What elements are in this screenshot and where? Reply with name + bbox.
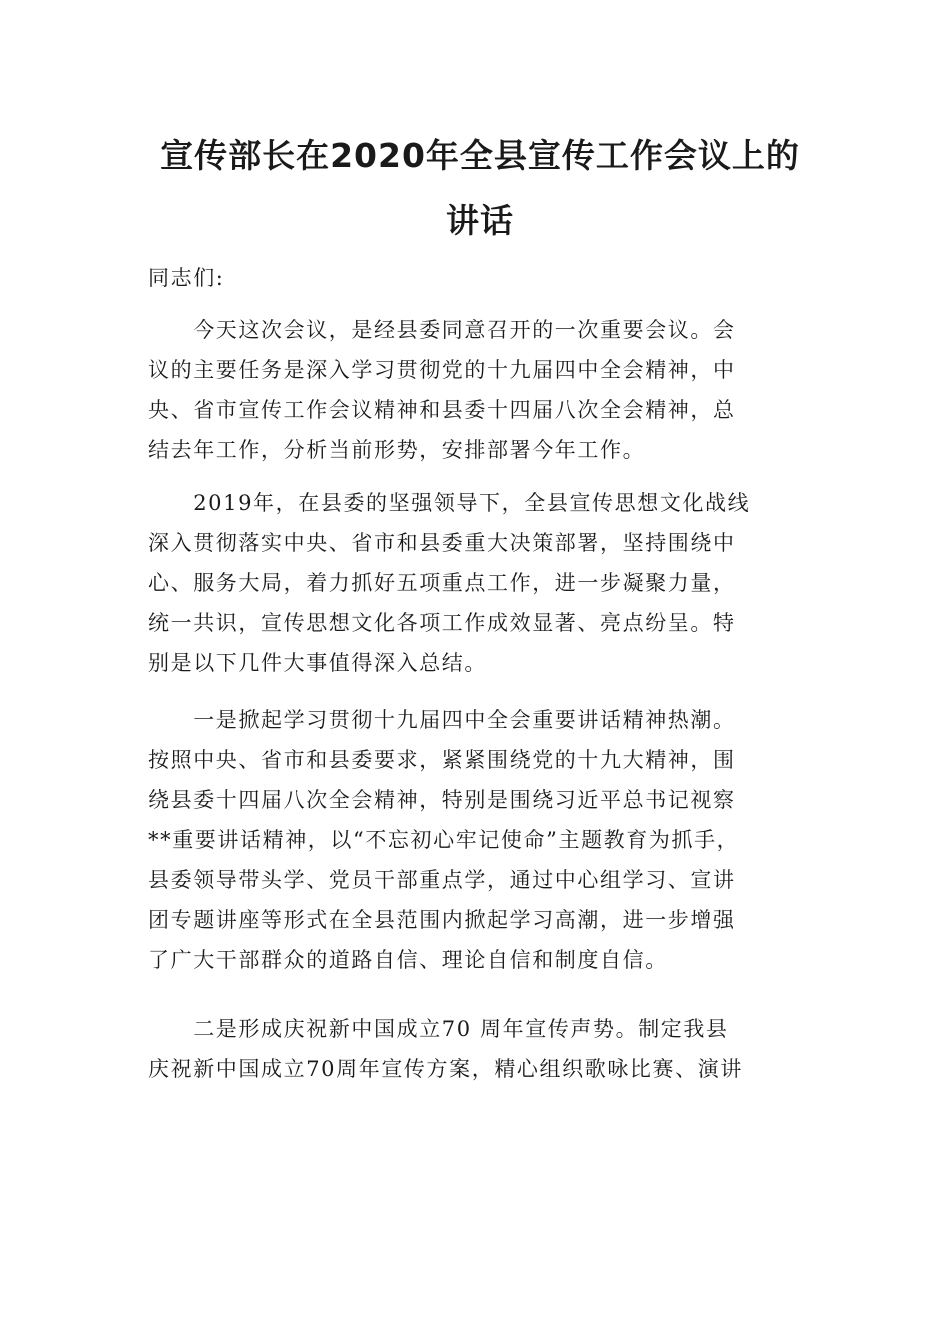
- salutation: [148, 258, 813, 298]
- paragraph-line: 今天这次会议，是经县委同意召开的一次重要会议。会: [148, 318, 736, 342]
- paragraph-line: 一是掀起学习贯彻十九届四中全会重要讲话精神热潮。: [148, 708, 736, 732]
- paragraph-line: 2019年，在县委的坚强领导下，全县宣传思想文化战线: [148, 491, 751, 515]
- paragraph-line: 按照中央、省市和县委要求，紧紧围绕党的十九大精神，围: [148, 748, 736, 772]
- paragraph-line: 心、服务大局，着力抓好五项重点工作，进一步凝聚力量，: [148, 571, 736, 595]
- document-title-line-1: 宣传部长在2020年全县宣传工作会议上的: [160, 136, 800, 175]
- paragraph-line: 二是形成庆祝新中国成立70 周年宣传声势。制定我县: [148, 1017, 729, 1041]
- paragraph-line: 统一共识，宣传思想文化各项工作成效显著、亮点纷呈。特: [148, 611, 736, 635]
- paragraph-line: 了广大干部群众的道路自信、理论自信和制度自信。: [148, 948, 668, 972]
- paragraph-line: 议的主要任务是深入学习贯彻党的十九届四中全会精神，中: [148, 358, 736, 382]
- paragraph-line: 绕县委十四届八次全会精神，特别是围绕习近平总书记视察: [148, 788, 736, 812]
- paragraph-1: [148, 310, 813, 470]
- paragraph-line: **重要讲话精神，以“不忘初心牢记使命”主题教育为抓手，: [148, 828, 740, 852]
- salutation-text: 同志们:: [148, 266, 225, 290]
- paragraph-line: 深入贯彻落实中央、省市和县委重大决策部署，坚持围绕中: [148, 531, 736, 555]
- paragraph-3: [148, 700, 813, 980]
- paragraph-2: [148, 483, 813, 683]
- paragraph-line: 央、省市宣传工作会议精神和县委十四届八次全会精神，总: [148, 398, 736, 422]
- document-title-line-2: 讲话: [446, 201, 514, 240]
- paragraph-line: 县委领导带头学、党员干部重点学，通过中心组学习、宣讲: [148, 868, 736, 892]
- paragraph-line: 结去年工作，分析当前形势，安排部署今年工作。: [148, 438, 646, 462]
- paragraph-line: 团专题讲座等形式在全县范围内掀起学习高潮，进一步增强: [148, 908, 736, 932]
- paragraph-line: 庆祝新中国成立70周年宣传方案，精心组织歌咏比赛、演讲: [148, 1057, 743, 1081]
- paragraph-line: 别是以下几件大事值得深入总结。: [148, 651, 487, 675]
- paragraph-4: [148, 1009, 813, 1089]
